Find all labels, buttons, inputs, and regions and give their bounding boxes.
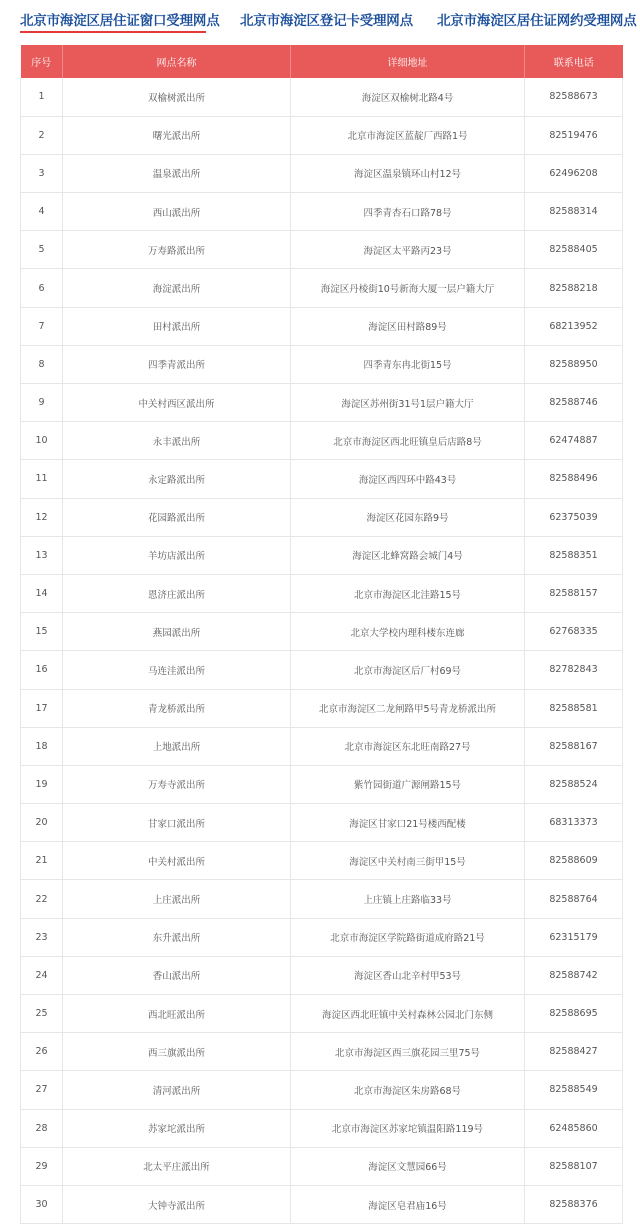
table-row [21,1109,623,1147]
cell-phone: 82588524 [525,765,623,803]
table-row [21,613,623,651]
tab-bar [0,0,640,34]
table-row [21,727,623,765]
cell-address: 四季青杏石口路78号 [291,193,525,231]
cell-index: 19 [21,765,63,803]
cell-name: 中关村派出所 [63,842,291,880]
cell-index: 17 [21,689,63,727]
cell-phone: 82519476 [525,116,623,154]
cell-index: 12 [21,498,63,536]
tab-online-appointment[interactable]: 北京市海淀区居住证网约受理网点 [437,13,637,29]
table-row [21,460,623,498]
cell-name: 西三旗派出所 [63,1033,291,1071]
cell-name: 马连洼派出所 [63,651,291,689]
table-row [21,765,623,803]
cell-phone: 82588314 [525,193,623,231]
cell-phone: 82588107 [525,1147,623,1185]
cell-phone: 68313373 [525,804,623,842]
cell-name: 田村派出所 [63,307,291,345]
cell-address: 北京市海淀区二龙闸路甲5号青龙桥派出所 [291,689,525,727]
cell-index: 28 [21,1109,63,1147]
cell-name: 清河派出所 [63,1071,291,1109]
cell-phone: 82588673 [525,78,623,116]
cell-phone: 62485860 [525,1109,623,1147]
cell-address: 海淀区西四环中路43号 [291,460,525,498]
tab-registration-card[interactable]: 北京市海淀区登记卡受理网点 [240,13,413,29]
table-row [21,116,623,154]
cell-index: 7 [21,307,63,345]
cell-index: 23 [21,918,63,956]
cell-address: 北京市海淀区朱房路68号 [291,1071,525,1109]
table-row [21,154,623,192]
cell-index: 4 [21,193,63,231]
cell-name: 双榆树派出所 [63,78,291,116]
cell-index: 16 [21,651,63,689]
table-row [21,918,623,956]
cell-address: 海淀区香山北辛村甲53号 [291,956,525,994]
cell-address: 北京市海淀区西三旗花园三里75号 [291,1033,525,1071]
cell-index: 15 [21,613,63,651]
table-row [21,307,623,345]
cell-index: 30 [21,1185,63,1223]
cell-phone: 82588167 [525,727,623,765]
cell-address: 海淀区北蜂窝路会城门4号 [291,536,525,574]
table-row [21,956,623,994]
table-row [21,345,623,383]
cell-address: 海淀区丹棱街10号新海大厦一层户籍大厅 [291,269,525,307]
cell-address: 海淀区花园东路9号 [291,498,525,536]
cell-name: 永丰派出所 [63,422,291,460]
table-row [21,384,623,422]
cell-address: 海淀区太平路丙23号 [291,231,525,269]
cell-phone: 82588609 [525,842,623,880]
cell-name: 苏家坨派出所 [63,1109,291,1147]
cell-address: 北京市海淀区西北旺镇皇后店路8号 [291,422,525,460]
table-row [21,498,623,536]
cell-phone: 82588405 [525,231,623,269]
cell-phone: 62474887 [525,422,623,460]
table-row [21,651,623,689]
table-row [21,1147,623,1185]
service-points-table [20,45,623,1224]
cell-index: 1 [21,78,63,116]
active-tab-indicator [20,31,206,33]
table-row [21,269,623,307]
table-row [21,78,623,116]
cell-name: 香山派出所 [63,956,291,994]
cell-phone: 82588496 [525,460,623,498]
cell-index: 13 [21,536,63,574]
cell-phone: 82588746 [525,384,623,422]
cell-index: 18 [21,727,63,765]
table-row [21,880,623,918]
table-row [21,422,623,460]
cell-name: 永定路派出所 [63,460,291,498]
header-address: 详细地址 [291,45,525,78]
cell-name: 上庄派出所 [63,880,291,918]
cell-index: 29 [21,1147,63,1185]
cell-index: 8 [21,345,63,383]
table-row [21,804,623,842]
tab-window-acceptance[interactable]: 北京市海淀区居住证窗口受理网点 [20,13,220,29]
cell-phone: 82782843 [525,651,623,689]
cell-address: 海淀区苏州街31号1层户籍大厅 [291,384,525,422]
header-phone: 联系电话 [525,45,623,78]
cell-phone: 82588157 [525,574,623,612]
cell-address: 海淀区双榆树北路4号 [291,78,525,116]
cell-address: 上庄镇上庄路临33号 [291,880,525,918]
cell-index: 5 [21,231,63,269]
cell-address: 北京市海淀区北洼路15号 [291,574,525,612]
table-body [21,78,623,1224]
cell-phone: 82588549 [525,1071,623,1109]
cell-phone: 82588376 [525,1185,623,1223]
cell-phone: 82588742 [525,956,623,994]
table-row [21,1185,623,1223]
cell-name: 西北旺派出所 [63,995,291,1033]
cell-name: 温泉派出所 [63,154,291,192]
cell-address: 四季青东冉北街15号 [291,345,525,383]
table-row [21,1033,623,1071]
cell-name: 万寿寺派出所 [63,765,291,803]
cell-address: 北京市海淀区后厂村69号 [291,651,525,689]
table-row [21,995,623,1033]
cell-address: 海淀区皂君庙16号 [291,1185,525,1223]
cell-address: 北京大学校内理科楼东连廊 [291,613,525,651]
cell-address: 海淀区田村路89号 [291,307,525,345]
cell-name: 东升派出所 [63,918,291,956]
cell-name: 上地派出所 [63,727,291,765]
cell-name: 曙光派出所 [63,116,291,154]
cell-phone: 68213952 [525,307,623,345]
cell-phone: 82588695 [525,995,623,1033]
cell-address: 北京市海淀区学院路街道成府路21号 [291,918,525,956]
cell-index: 10 [21,422,63,460]
cell-phone: 62496208 [525,154,623,192]
cell-name: 大钟寺派出所 [63,1185,291,1223]
table-header-row [21,45,623,78]
cell-name: 花园路派出所 [63,498,291,536]
cell-index: 26 [21,1033,63,1071]
table-row [21,689,623,727]
cell-name: 羊坊店派出所 [63,536,291,574]
cell-index: 2 [21,116,63,154]
cell-index: 11 [21,460,63,498]
table-row [21,1071,623,1109]
cell-name: 海淀派出所 [63,269,291,307]
cell-phone: 82588950 [525,345,623,383]
cell-index: 25 [21,995,63,1033]
cell-name: 燕园派出所 [63,613,291,651]
cell-index: 27 [21,1071,63,1109]
cell-address: 海淀区文慧园66号 [291,1147,525,1185]
cell-phone: 82588351 [525,536,623,574]
header-index: 序号 [21,45,63,78]
cell-name: 恩济庄派出所 [63,574,291,612]
cell-phone: 82588427 [525,1033,623,1071]
cell-name: 青龙桥派出所 [63,689,291,727]
cell-name: 北太平庄派出所 [63,1147,291,1185]
cell-phone: 62375039 [525,498,623,536]
cell-index: 21 [21,842,63,880]
cell-address: 北京市海淀区蓝靛厂西路1号 [291,116,525,154]
cell-phone: 82588581 [525,689,623,727]
cell-index: 24 [21,956,63,994]
cell-index: 22 [21,880,63,918]
cell-phone: 82588764 [525,880,623,918]
cell-name: 四季青派出所 [63,345,291,383]
cell-address: 北京市海淀区东北旺南路27号 [291,727,525,765]
cell-index: 9 [21,384,63,422]
cell-address: 海淀区中关村南三街甲15号 [291,842,525,880]
table-row [21,193,623,231]
table-row [21,536,623,574]
cell-address: 紫竹园街道广源闸路15号 [291,765,525,803]
cell-name: 西山派出所 [63,193,291,231]
cell-name: 中关村西区派出所 [63,384,291,422]
table-row [21,842,623,880]
cell-name: 万寿路派出所 [63,231,291,269]
cell-address: 海淀区甘家口21号楼西配楼 [291,804,525,842]
cell-address: 海淀区温泉镇环山村12号 [291,154,525,192]
header-name: 网点名称 [63,45,291,78]
cell-index: 14 [21,574,63,612]
cell-name: 甘家口派出所 [63,804,291,842]
cell-address: 海淀区西北旺镇中关村森林公园北门东侧 [291,995,525,1033]
cell-address: 北京市海淀区苏家坨镇温阳路119号 [291,1109,525,1147]
cell-phone: 82588218 [525,269,623,307]
table-row [21,231,623,269]
cell-index: 3 [21,154,63,192]
cell-phone: 62768335 [525,613,623,651]
cell-index: 6 [21,269,63,307]
cell-phone: 62315179 [525,918,623,956]
table-row [21,574,623,612]
cell-index: 20 [21,804,63,842]
